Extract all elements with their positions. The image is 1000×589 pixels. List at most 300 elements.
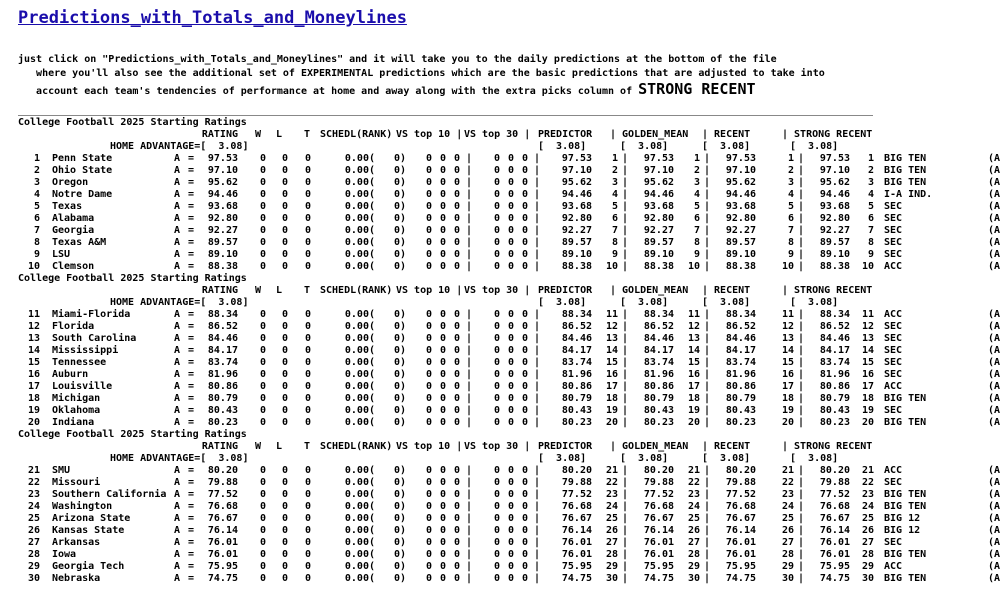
equals-sign: =	[188, 189, 195, 200]
team-name: Tennessee	[52, 357, 107, 368]
team-losses: 0	[281, 309, 288, 320]
home-advantage: HOME ADVANTAGE=[ 3.08]	[110, 141, 249, 152]
vs-top30-w: 0	[493, 369, 500, 380]
separator: |	[622, 525, 629, 536]
header-predictor: PREDICTOR	[538, 441, 593, 452]
vs-top10-l: 0	[439, 309, 446, 320]
recent-rank: 7	[787, 225, 794, 236]
team-conference: SEC	[884, 249, 903, 260]
vs-top10-w: 0	[425, 573, 432, 584]
column-header-row	[18, 129, 1000, 141]
vs-top10-l: 0	[439, 561, 446, 572]
team-tail: (A	[988, 525, 1000, 536]
strong-recent-value: 76.14	[819, 525, 850, 536]
team-losses: 0	[281, 369, 288, 380]
golden-mean-rank: 7	[693, 225, 700, 236]
team-schedule-rank: 0)	[393, 489, 406, 500]
separator: |	[622, 513, 629, 524]
recent-rank: 12	[781, 321, 794, 332]
home-advantage-strong: [ 3.08]	[790, 453, 839, 464]
recent-rank: 21	[781, 465, 794, 476]
header-recent: | RECENT	[702, 441, 751, 452]
vs-top30-l: 0	[507, 465, 514, 476]
strong-recent-rank: 13	[861, 333, 874, 344]
vs-top30-w: 0	[493, 561, 500, 572]
golden-mean-value: 80.20	[643, 465, 674, 476]
team-losses: 0	[281, 405, 288, 416]
vs-top30-t: 0	[521, 465, 528, 476]
predictions-link[interactable]: Predictions_with_Totals_and_Moneylines	[18, 8, 407, 28]
team-schedule: 0.00(	[344, 201, 375, 212]
team-rank: 8	[33, 237, 40, 248]
strong-recent-rank: 6	[867, 213, 874, 224]
team-ties: 0	[304, 237, 311, 248]
predictor-value: 76.14	[561, 525, 592, 536]
team-schedule-rank: 0)	[393, 165, 406, 176]
team-name: Mississippi	[52, 345, 119, 356]
recent-rank: 1	[787, 153, 794, 164]
header-schedl: SCHEDL(RANK)	[320, 441, 393, 452]
predictor-value: 76.01	[561, 537, 592, 548]
team-schedule-rank: 0)	[393, 525, 406, 536]
vs-top10-w: 0	[425, 357, 432, 368]
vs-top30-t: 0	[521, 261, 528, 272]
team-schedule: 0.00(	[344, 237, 375, 248]
separator: |	[466, 417, 473, 428]
vs-top30-w: 0	[493, 393, 500, 404]
team-rank: 22	[27, 477, 40, 488]
predictor-value: 93.68	[561, 201, 592, 212]
team-tail: (A	[988, 357, 1000, 368]
separator: |	[622, 537, 629, 548]
separator: |	[534, 405, 541, 416]
team-rating: 83.74	[207, 357, 238, 368]
golden-mean-value: 84.46	[643, 333, 674, 344]
team-tail: (A	[988, 393, 1000, 404]
separator: |	[534, 525, 541, 536]
vs-top30-w: 0	[493, 405, 500, 416]
recent-value: 88.38	[725, 261, 756, 272]
vs-top30-w: 0	[493, 381, 500, 392]
recent-value: 80.79	[725, 393, 756, 404]
strong-recent-value: 92.27	[819, 225, 850, 236]
vs-top30-w: 0	[493, 573, 500, 584]
vs-top30-t: 0	[521, 513, 528, 524]
recent-value: 84.46	[725, 333, 756, 344]
golden-mean-value: 92.80	[643, 213, 674, 224]
team-schedule: 0.00(	[344, 513, 375, 524]
vs-top10-w: 0	[425, 477, 432, 488]
predictor-rank: 21	[605, 465, 618, 476]
team-wins: 0	[259, 249, 266, 260]
recent-rank: 19	[781, 405, 794, 416]
section-title: College Football 2025 Starting Ratings	[18, 273, 247, 284]
team-losses: 0	[281, 393, 288, 404]
golden-mean-value: 97.10	[643, 165, 674, 176]
strong-recent-value: 84.46	[819, 333, 850, 344]
separator: |	[534, 561, 541, 572]
recent-rank: 8	[787, 237, 794, 248]
team-conference: SEC	[884, 357, 903, 368]
team-division: A	[174, 165, 181, 176]
vs-top10-t: 0	[453, 465, 460, 476]
recent-rank: 25	[781, 513, 794, 524]
golden-mean-rank: 18	[687, 393, 700, 404]
team-name: Auburn	[52, 369, 89, 380]
vs-top30-t: 0	[521, 189, 528, 200]
vs-top10-t: 0	[453, 393, 460, 404]
golden-mean-rank: 13	[687, 333, 700, 344]
team-schedule-rank: 0)	[393, 573, 406, 584]
vs-top10-t: 0	[453, 225, 460, 236]
team-ties: 0	[304, 465, 311, 476]
ratings-table	[18, 117, 1000, 585]
team-losses: 0	[281, 489, 288, 500]
team-wins: 0	[259, 513, 266, 524]
separator: |	[704, 417, 711, 428]
golden-mean-rank: 22	[687, 477, 700, 488]
team-ties: 0	[304, 417, 311, 428]
separator: |	[704, 237, 711, 248]
strong-recent-value: 95.62	[819, 177, 850, 188]
team-tail: (A	[988, 573, 1000, 584]
team-rank: 2	[33, 165, 40, 176]
vs-top10-l: 0	[439, 525, 446, 536]
recent-value: 81.96	[725, 369, 756, 380]
strong-recent-rank: 27	[861, 537, 874, 548]
vs-top30-w: 0	[493, 261, 500, 272]
vs-top10-w: 0	[425, 369, 432, 380]
team-losses: 0	[281, 573, 288, 584]
team-division: A	[174, 393, 181, 404]
separator: |	[704, 513, 711, 524]
recent-value: 80.43	[725, 405, 756, 416]
vs-top10-l: 0	[439, 201, 446, 212]
vs-top30-t: 0	[521, 561, 528, 572]
predictor-rank: 8	[611, 237, 618, 248]
team-rating: 80.23	[207, 417, 238, 428]
strong-recent-rank: 1	[867, 153, 874, 164]
predictor-value: 80.86	[561, 381, 592, 392]
team-row	[18, 525, 1000, 537]
golden-mean-rank: 28	[687, 549, 700, 560]
vs-top30-t: 0	[521, 501, 528, 512]
team-wins: 0	[259, 201, 266, 212]
team-rank: 28	[27, 549, 40, 560]
team-rating: 76.68	[207, 501, 238, 512]
team-tail: (A	[988, 465, 1000, 476]
recent-rank: 26	[781, 525, 794, 536]
team-division: A	[174, 465, 181, 476]
team-rating: 88.38	[207, 261, 238, 272]
team-schedule-rank: 0)	[393, 501, 406, 512]
team-row	[18, 177, 1000, 189]
team-tail: (A	[988, 477, 1000, 488]
header-rating: RATING	[201, 285, 238, 296]
separator: |	[534, 573, 541, 584]
header-schedl: SCHEDL(RANK)	[320, 285, 393, 296]
team-tail: (A	[988, 405, 1000, 416]
separator: |	[534, 381, 541, 392]
team-schedule-rank: 0)	[393, 381, 406, 392]
vs-top10-w: 0	[425, 501, 432, 512]
header-golden-mean: | GOLDEN_MEAN	[610, 285, 689, 296]
separator: |	[798, 177, 805, 188]
separator: |	[798, 489, 805, 500]
recent-rank: 2	[787, 165, 794, 176]
predictor-value: 88.34	[561, 309, 592, 320]
separator: |	[466, 177, 473, 188]
team-division: A	[174, 549, 181, 560]
vs-top30-w: 0	[493, 237, 500, 248]
recent-value: 97.53	[725, 153, 756, 164]
header-vs-top30: VS top 30 |	[464, 441, 531, 452]
equals-sign: =	[188, 165, 195, 176]
team-ties: 0	[304, 177, 311, 188]
separator: |	[704, 573, 711, 584]
predictor-rank: 23	[605, 489, 618, 500]
vs-top30-l: 0	[507, 489, 514, 500]
header-recent: | RECENT	[702, 285, 751, 296]
team-rating: 75.95	[207, 561, 238, 572]
team-conference: SEC	[884, 237, 903, 248]
separator: |	[622, 561, 629, 572]
team-row	[18, 213, 1000, 225]
equals-sign: =	[188, 249, 195, 260]
vs-top10-t: 0	[453, 501, 460, 512]
equals-sign: =	[188, 549, 195, 560]
strong-recent-value: 80.43	[819, 405, 850, 416]
team-name: Georgia Tech	[52, 561, 125, 572]
strong-recent-rank: 21	[861, 465, 874, 476]
separator: |	[704, 261, 711, 272]
separator: |	[466, 489, 473, 500]
strong-recent-rank: 24	[861, 501, 874, 512]
predictor-rank: 19	[605, 405, 618, 416]
column-header-row	[18, 285, 1000, 297]
predictor-value: 76.01	[561, 549, 592, 560]
golden-mean-rank: 19	[687, 405, 700, 416]
vs-top30-l: 0	[507, 549, 514, 560]
separator: |	[534, 237, 541, 248]
predictor-rank: 28	[605, 549, 618, 560]
vs-top30-t: 0	[521, 381, 528, 392]
recent-value: 88.34	[725, 309, 756, 320]
strong-recent-value: 88.34	[819, 309, 850, 320]
separator: |	[466, 549, 473, 560]
team-division: A	[174, 189, 181, 200]
strong-recent-rank: 26	[861, 525, 874, 536]
vs-top10-t: 0	[453, 477, 460, 488]
team-schedule: 0.00(	[344, 177, 375, 188]
predictor-value: 75.95	[561, 561, 592, 572]
separator: |	[534, 201, 541, 212]
strong-recent-value: 79.88	[819, 477, 850, 488]
separator: |	[798, 201, 805, 212]
intro-line-2: where you'll also see the additional set of EXPERIMENTAL predictions which are the basic predictions that are adjusted to take into	[18, 68, 825, 79]
golden-mean-value: 83.74	[643, 357, 674, 368]
separator: |	[466, 165, 473, 176]
team-division: A	[174, 261, 181, 272]
separator: |	[798, 549, 805, 560]
team-name: Iowa	[52, 549, 77, 560]
predictor-value: 92.27	[561, 225, 592, 236]
team-rank: 25	[27, 513, 40, 524]
strong-recent-value: 76.68	[819, 501, 850, 512]
team-rank: 15	[27, 357, 40, 368]
golden-mean-value: 97.53	[643, 153, 674, 164]
home-advantage-recent: [ 3.08]	[702, 453, 751, 464]
separator: |	[466, 309, 473, 320]
separator: |	[704, 369, 711, 380]
recent-value: 76.67	[725, 513, 756, 524]
team-ties: 0	[304, 213, 311, 224]
equals-sign: =	[188, 225, 195, 236]
separator: |	[622, 549, 629, 560]
separator: |	[466, 501, 473, 512]
team-losses: 0	[281, 561, 288, 572]
team-name: Miami-Florida	[52, 309, 131, 320]
team-ties: 0	[304, 537, 311, 548]
recent-value: 89.10	[725, 249, 756, 260]
vs-top10-l: 0	[439, 393, 446, 404]
separator: |	[622, 321, 629, 332]
strong-recent-value: 97.53	[819, 153, 850, 164]
team-conference: ACC	[884, 309, 903, 320]
separator: |	[622, 309, 629, 320]
team-schedule-rank: 0)	[393, 465, 406, 476]
vs-top30-t: 0	[521, 309, 528, 320]
vs-top30-w: 0	[493, 549, 500, 560]
team-name: Louisville	[52, 381, 113, 392]
strong-recent-value: 77.52	[819, 489, 850, 500]
vs-top30-t: 0	[521, 525, 528, 536]
separator: |	[798, 309, 805, 320]
header-vs-top10: VS top 10 |	[396, 129, 463, 140]
golden-mean-value: 76.01	[643, 549, 674, 560]
strong-recent-rank: 3	[867, 177, 874, 188]
predictor-value: 92.80	[561, 213, 592, 224]
separator: |	[534, 165, 541, 176]
separator: |	[534, 393, 541, 404]
vs-top10-w: 0	[425, 561, 432, 572]
recent-rank: 24	[781, 501, 794, 512]
recent-rank: 4	[787, 189, 794, 200]
team-schedule: 0.00(	[344, 321, 375, 332]
vs-top30-l: 0	[507, 261, 514, 272]
recent-rank: 10	[781, 261, 794, 272]
golden-mean-rank: 24	[687, 501, 700, 512]
team-row	[18, 165, 1000, 177]
team-conference: BIG TEN	[884, 177, 927, 188]
team-name: Washington	[52, 501, 113, 512]
team-row	[18, 345, 1000, 357]
golden-mean-value: 92.27	[643, 225, 674, 236]
vs-top30-w: 0	[493, 417, 500, 428]
predictor-value: 80.79	[561, 393, 592, 404]
team-wins: 0	[259, 537, 266, 548]
team-losses: 0	[281, 381, 288, 392]
predictor-value: 84.46	[561, 333, 592, 344]
team-name: Southern California	[52, 489, 167, 500]
separator: |	[798, 345, 805, 356]
team-tail: (A	[988, 165, 1000, 176]
vs-top30-l: 0	[507, 561, 514, 572]
team-division: A	[174, 213, 181, 224]
team-tail: (A	[988, 237, 1000, 248]
vs-top10-w: 0	[425, 537, 432, 548]
vs-top30-t: 0	[521, 345, 528, 356]
separator: |	[534, 321, 541, 332]
team-division: A	[174, 369, 181, 380]
predictor-rank: 4	[611, 189, 618, 200]
vs-top10-l: 0	[439, 225, 446, 236]
team-losses: 0	[281, 417, 288, 428]
equals-sign: =	[188, 369, 195, 380]
recent-value: 80.23	[725, 417, 756, 428]
team-name: Penn State	[52, 153, 113, 164]
vs-top10-l: 0	[439, 237, 446, 248]
vs-top30-t: 0	[521, 249, 528, 260]
strong-recent-value: 88.38	[819, 261, 850, 272]
vs-top10-w: 0	[425, 225, 432, 236]
team-rating: 80.43	[207, 405, 238, 416]
team-losses: 0	[281, 537, 288, 548]
team-wins: 0	[259, 189, 266, 200]
header-w: W	[254, 441, 261, 452]
team-conference: SEC	[884, 225, 903, 236]
team-schedule: 0.00(	[344, 537, 375, 548]
separator: |	[466, 477, 473, 488]
team-schedule: 0.00(	[344, 549, 375, 560]
equals-sign: =	[188, 309, 195, 320]
separator: |	[622, 345, 629, 356]
predictor-rank: 15	[605, 357, 618, 368]
golden-mean-value: 76.01	[643, 537, 674, 548]
team-division: A	[174, 501, 181, 512]
golden-mean-rank: 4	[693, 189, 700, 200]
strong-recent-value: 86.52	[819, 321, 850, 332]
team-wins: 0	[259, 477, 266, 488]
team-division: A	[174, 573, 181, 584]
separator: |	[798, 381, 805, 392]
separator: |	[704, 561, 711, 572]
golden-mean-value: 80.23	[643, 417, 674, 428]
vs-top30-w: 0	[493, 465, 500, 476]
recent-rank: 23	[781, 489, 794, 500]
separator: |	[798, 369, 805, 380]
home-advantage-row	[18, 141, 1000, 153]
strong-recent-rank: 12	[861, 321, 874, 332]
separator: |	[466, 513, 473, 524]
vs-top30-l: 0	[507, 189, 514, 200]
predictor-value: 83.74	[561, 357, 592, 368]
predictor-value: 81.96	[561, 369, 592, 380]
strong-recent-rank: 10	[861, 261, 874, 272]
divider	[18, 115, 873, 116]
vs-top10-l: 0	[439, 501, 446, 512]
team-division: A	[174, 357, 181, 368]
separator: |	[534, 309, 541, 320]
recent-value: 80.20	[725, 465, 756, 476]
separator: |	[534, 513, 541, 524]
predictor-rank: 29	[605, 561, 618, 572]
team-losses: 0	[281, 165, 288, 176]
team-row	[18, 393, 1000, 405]
team-wins: 0	[259, 321, 266, 332]
golden-mean-rank: 15	[687, 357, 700, 368]
team-tail: (A	[988, 189, 1000, 200]
